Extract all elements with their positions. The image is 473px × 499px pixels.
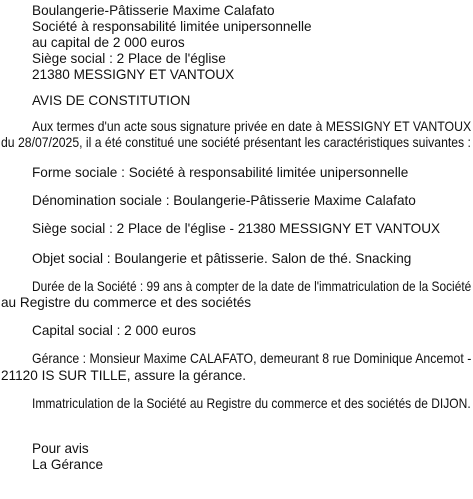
pour-avis: Pour avis xyxy=(32,441,89,456)
signature-gerance: La Gérance xyxy=(32,457,104,472)
forme-sociale: Forme sociale : Société à responsabilité limitée unipersonnelle xyxy=(32,165,409,180)
intro-line-2: du 28/07/2025, il a été constitué une société présentant les caractéristiques suivantes : xyxy=(1,135,471,150)
duree-line-2: au Registre du commerce et des sociétés xyxy=(1,295,252,310)
objet-social: Objet social : Boulangerie et pâtisserie. Salon de thé. Snacking xyxy=(32,251,412,266)
notice-title: AVIS DE CONSTITUTION xyxy=(32,93,191,108)
gerance-line-1: Gérance : Monsieur Maxime CALAFATO, demeurant 8 rue Dominique Ancemot - xyxy=(32,351,472,366)
intro-line-1: Aux termes d'un acte sous signature privée en date à MESSIGNY ET VANTOUX xyxy=(32,119,472,134)
gerance-line-2: 21120 IS SUR TILLE, assure la gérance. xyxy=(1,368,247,383)
company-name: Boulangerie-Pâtisserie Maxime Calafato xyxy=(32,3,275,18)
immatriculation: Immatriculation de la Société au Registre du commerce et des sociétés de DIJON. xyxy=(32,396,471,411)
siege-social: Siège social : 2 Place de l'église - 21380 MESSIGNY ET VANTOUX xyxy=(32,221,441,236)
company-capital: au capital de 2 000 euros xyxy=(32,35,185,50)
capital-social: Capital social : 2 000 euros xyxy=(32,323,196,338)
company-form: Société à responsabilité limitée unipersonnelle xyxy=(32,19,312,34)
registered-city: 21380 MESSIGNY ET VANTOUX xyxy=(32,67,235,82)
duree-line-1: Durée de la Société : 99 ans à compter de la date de l'immatriculation de la Société xyxy=(32,279,472,294)
registered-office: Siège social : 2 Place de l'église xyxy=(32,51,226,66)
denomination-sociale: Dénomination sociale : Boulangerie-Pâtisserie Maxime Calafato xyxy=(32,193,416,208)
